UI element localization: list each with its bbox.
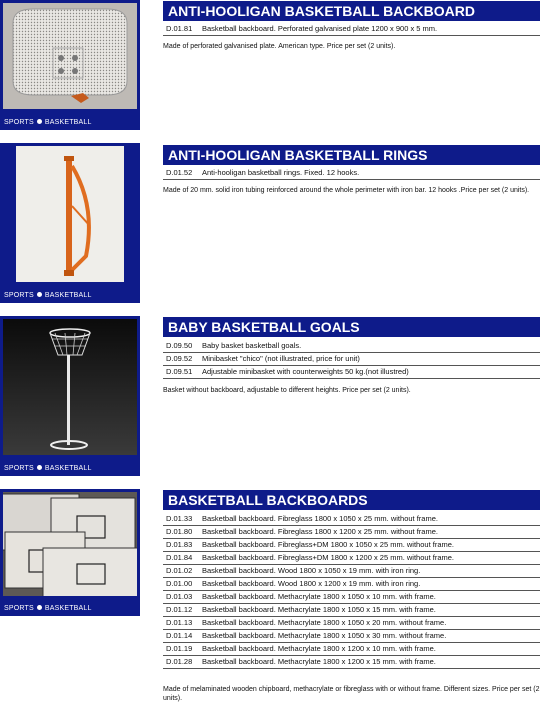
product-section-rings: [0, 143, 540, 303]
product-row: [163, 565, 540, 578]
product-code: D.01.12: [166, 605, 193, 614]
product-code-list: [163, 167, 540, 180]
product-section-baby-goals: [0, 316, 540, 476]
product-row: [163, 578, 540, 591]
product-row: [163, 539, 540, 552]
product-photo-panel: [0, 316, 140, 476]
caption-subcategory: BASKETBALL: [44, 465, 92, 472]
product-code: D.01.52: [166, 168, 193, 177]
product-code-list: [163, 340, 540, 379]
product-description: Basketball backboard. Methacrylate 1800 x 1050 x 20 mm. without frame.: [202, 618, 447, 627]
backboards-stack-image: [3, 492, 137, 596]
product-code-list: [163, 513, 540, 669]
product-description: Basketball backboard. Methacrylate 1800 x 1200 x 15 mm. with frame.: [202, 657, 436, 666]
product-row: [163, 604, 540, 617]
section-title: BABY BASKETBALL GOALS: [163, 317, 540, 337]
product-description: Basketball backboard. Methacrylate 1800 x 1050 x 10 mm. with frame.: [202, 592, 436, 601]
product-code: D.01.81: [166, 24, 193, 33]
product-description: Basketball backboard. Perforated galvanised plate 1200 x 900 x 5 mm.: [202, 24, 438, 33]
category-caption: [4, 465, 92, 472]
mini-basket-goal-image: [3, 319, 137, 455]
section-description: Made of 20 mm. solid iron tubing reinforced around the whole perimeter with iron bar. 12 hooks .Price per set (2 units).: [163, 187, 530, 194]
product-row: [163, 643, 540, 656]
product-row: [163, 552, 540, 565]
product-row: [163, 630, 540, 643]
product-description: Basketball backboard. Fibreglass+DM 1800 x 1200 x 25 mm. without frame.: [202, 553, 454, 562]
product-description: Basketball backboard. Methacrylate 1800 x 1200 x 10 mm. with frame.: [202, 644, 436, 653]
caption-category: SPORTS: [4, 465, 34, 472]
product-row: [163, 353, 540, 366]
product-code: D.09.51: [166, 367, 193, 376]
product-description: Baby basket basketball goals.: [202, 341, 302, 350]
product-code-list: [163, 23, 540, 36]
product-code: D.01.03: [166, 592, 193, 601]
product-code: D.01.00: [166, 579, 193, 588]
product-code: D.01.13: [166, 618, 193, 627]
product-code: D.01.28: [166, 657, 193, 666]
caption-category: SPORTS: [4, 119, 34, 126]
product-photo-panel: [0, 143, 140, 303]
product-row: [163, 591, 540, 604]
product-section-backboard: [0, 0, 540, 130]
product-row: [163, 366, 540, 379]
basketball-ring-image: [16, 146, 124, 282]
product-description: Adjustable minibasket with counterweights 50 kg.(not illustred): [202, 367, 409, 376]
product-code: D.01.14: [166, 631, 193, 640]
section-description: Made of melaminated wooden chipboard, methacrylate or fibreglass with or without frame. Different sizes. Price per set (2 units).: [163, 686, 540, 702]
caption-category: SPORTS: [4, 605, 34, 612]
bullet-icon: [37, 465, 42, 470]
section-description: Basket without backboard, adjustable to different heights. Price per set (2 units).: [163, 387, 411, 394]
caption-subcategory: BASKETBALL: [44, 605, 92, 612]
product-description: Minibasket "chico" (not illustrated, price for unit): [202, 354, 360, 363]
product-row: [163, 340, 540, 353]
product-code: D.09.52: [166, 354, 193, 363]
section-title: BASKETBALL BACKBOARDS: [163, 490, 540, 510]
product-photo-panel: [0, 0, 140, 130]
perforated-backboard-image: [3, 3, 137, 109]
caption-subcategory: BASKETBALL: [44, 119, 92, 126]
product-row: [163, 617, 540, 630]
caption-subcategory: BASKETBALL: [44, 292, 92, 299]
product-code: D.01.19: [166, 644, 193, 653]
product-row: [163, 167, 540, 180]
product-row: [163, 526, 540, 539]
bullet-icon: [37, 119, 42, 124]
product-description: Basketball backboard. Wood 1800 x 1200 x 19 mm. with iron ring.: [202, 579, 421, 588]
product-description: Basketball backboard. Fibreglass 1800 x 1200 x 25 mm. without frame.: [202, 527, 438, 536]
category-caption: [4, 292, 92, 299]
product-description: Basketball backboard. Fibreglass+DM 1800 x 1050 x 25 mm. without frame.: [202, 540, 454, 549]
bullet-icon: [37, 292, 42, 297]
category-caption: [4, 119, 92, 126]
product-code: D.01.80: [166, 527, 193, 536]
product-row: [163, 656, 540, 669]
category-caption: [4, 605, 92, 612]
product-description: Basketball backboard. Methacrylate 1800 x 1050 x 15 mm. with frame.: [202, 605, 436, 614]
bullet-icon: [37, 605, 42, 610]
product-code: D.01.84: [166, 553, 193, 562]
product-description: Basketball backboard. Wood 1800 x 1050 x 19 mm. with iron ring.: [202, 566, 421, 575]
product-row: [163, 23, 540, 36]
product-photo-panel: [0, 489, 140, 616]
product-code: D.09.50: [166, 341, 193, 350]
caption-category: SPORTS: [4, 292, 34, 299]
product-code: D.01.33: [166, 514, 193, 523]
product-description: Anti-hooligan basketball rings. Fixed. 12 hooks.: [202, 168, 360, 177]
product-description: Basketball backboard. Fibreglass 1800 x 1050 x 25 mm. without frame.: [202, 514, 438, 523]
product-code: D.01.83: [166, 540, 193, 549]
product-code: D.01.02: [166, 566, 193, 575]
product-row: [163, 513, 540, 526]
section-title: ANTI-HOOLIGAN BASKETBALL BACKBOARD: [163, 1, 540, 21]
product-description: Basketball backboard. Methacrylate 1800 x 1050 x 30 mm. without frame.: [202, 631, 447, 640]
section-description: Made of perforated galvanised plate. American type. Price per set (2 units).: [163, 43, 396, 50]
section-title: ANTI-HOOLIGAN BASKETBALL RINGS: [163, 145, 540, 165]
product-section-backboards: [0, 489, 540, 704]
